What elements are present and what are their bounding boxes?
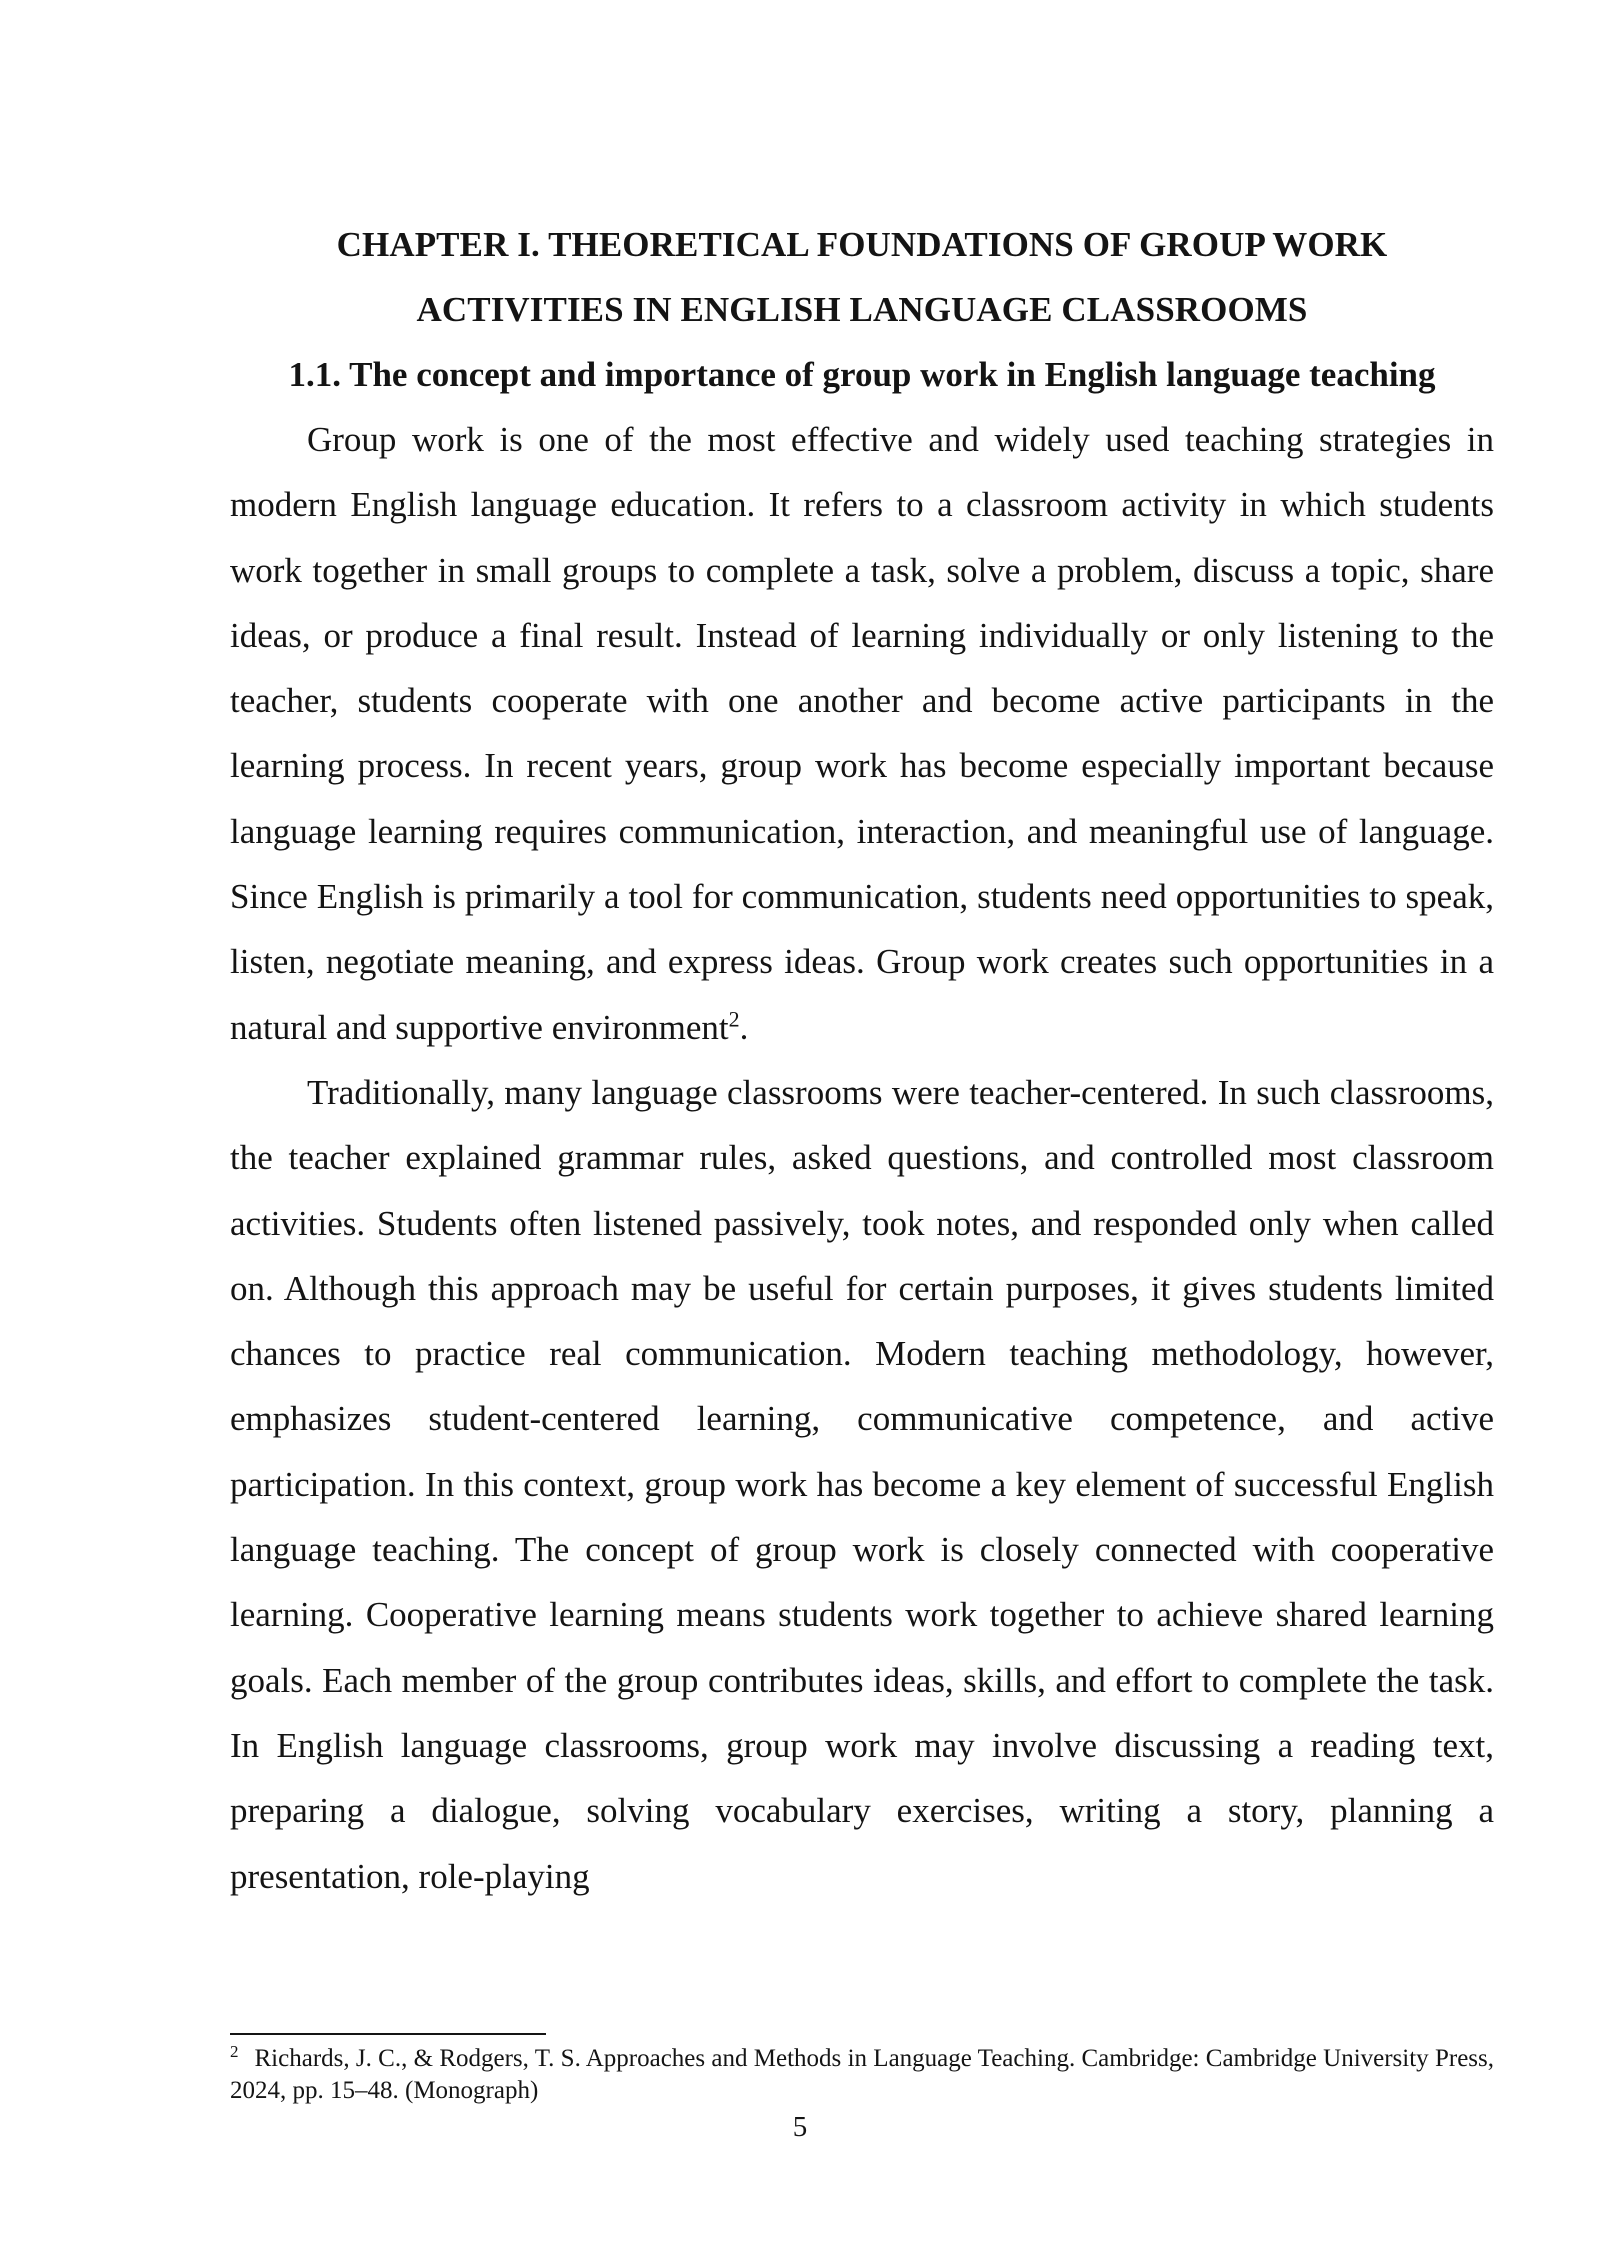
body-paragraph-1-text: Group work is one of the most effective and widely used teaching strategies in modern English language education. It refers to a classroom activity in which students work together in small groups to complete a task, solve a problem, discuss a topic, share ideas, or produce a final result. Instead of learning individually or only listening to the teacher, students cooperate with one another and become active participants in the learning process. In recent years, group work has become especially important because language learning requires communication, interaction, and meaningful use of language. Since English is primarily a tool for communication, students need opportunities to speak, listen, negotiate meaning, and express ideas. Group work creates such opportunities in a natural and supportive environment [230,420,1494,1047]
footnote-marker: 2 [230,2041,239,2061]
page-content [230,212,1494,1909]
body-paragraph-1 [230,407,1494,1060]
body-paragraph-2: Traditionally, many language classrooms were teacher-centered. In such classrooms, the teacher explained grammar rules, asked questions, and controlled most classroom activities. Students often listened passively, took notes, and responded only when called on. Although this approach may be useful for certain purposes, it gives students limited chances to practice real communication. Modern teaching methodology, however, emphasizes student-centered learning, communicative competence, and active participation. In this context, group work has become a key element of successful English language teaching. The concept of group work is closely connected with cooperative learning. Cooperative learning means students work together to achieve shared learning goals. Each member of the group contributes ideas, skills, and effort to complete the task. In English language classrooms, group work may involve discussing a reading text, preparing a dialogue, solving vocabulary exercises, writing a story, planning a presentation, role-playing [230,1072,1494,1896]
footnote [230,2043,1494,2107]
page-number: 5 [792,2111,808,2143]
footnote-reference[interactable]: 2 [728,1006,740,1032]
body-paragraph-1-end: . [739,1007,749,1047]
section-title: 1.1. The concept and importance of group work in English language teaching [288,355,1436,394]
chapter-title-line-1: CHAPTER I. THEORETICAL FOUNDATIONS OF GROUP WORK [336,225,1388,264]
chapter-title-line-2: ACTIVITIES IN ENGLISH LANGUAGE CLASSROOMS [416,290,1308,329]
chapter-title [230,212,1494,342]
footnote-text: Richards, J. C., & Rodgers, T. S. Approaches and Methods in Language Teaching. Cambridge: Cambridge University Press, 2024, pp. 15–48. (Monograph) [230,2045,1494,2104]
footnote-separator [230,2033,546,2035]
